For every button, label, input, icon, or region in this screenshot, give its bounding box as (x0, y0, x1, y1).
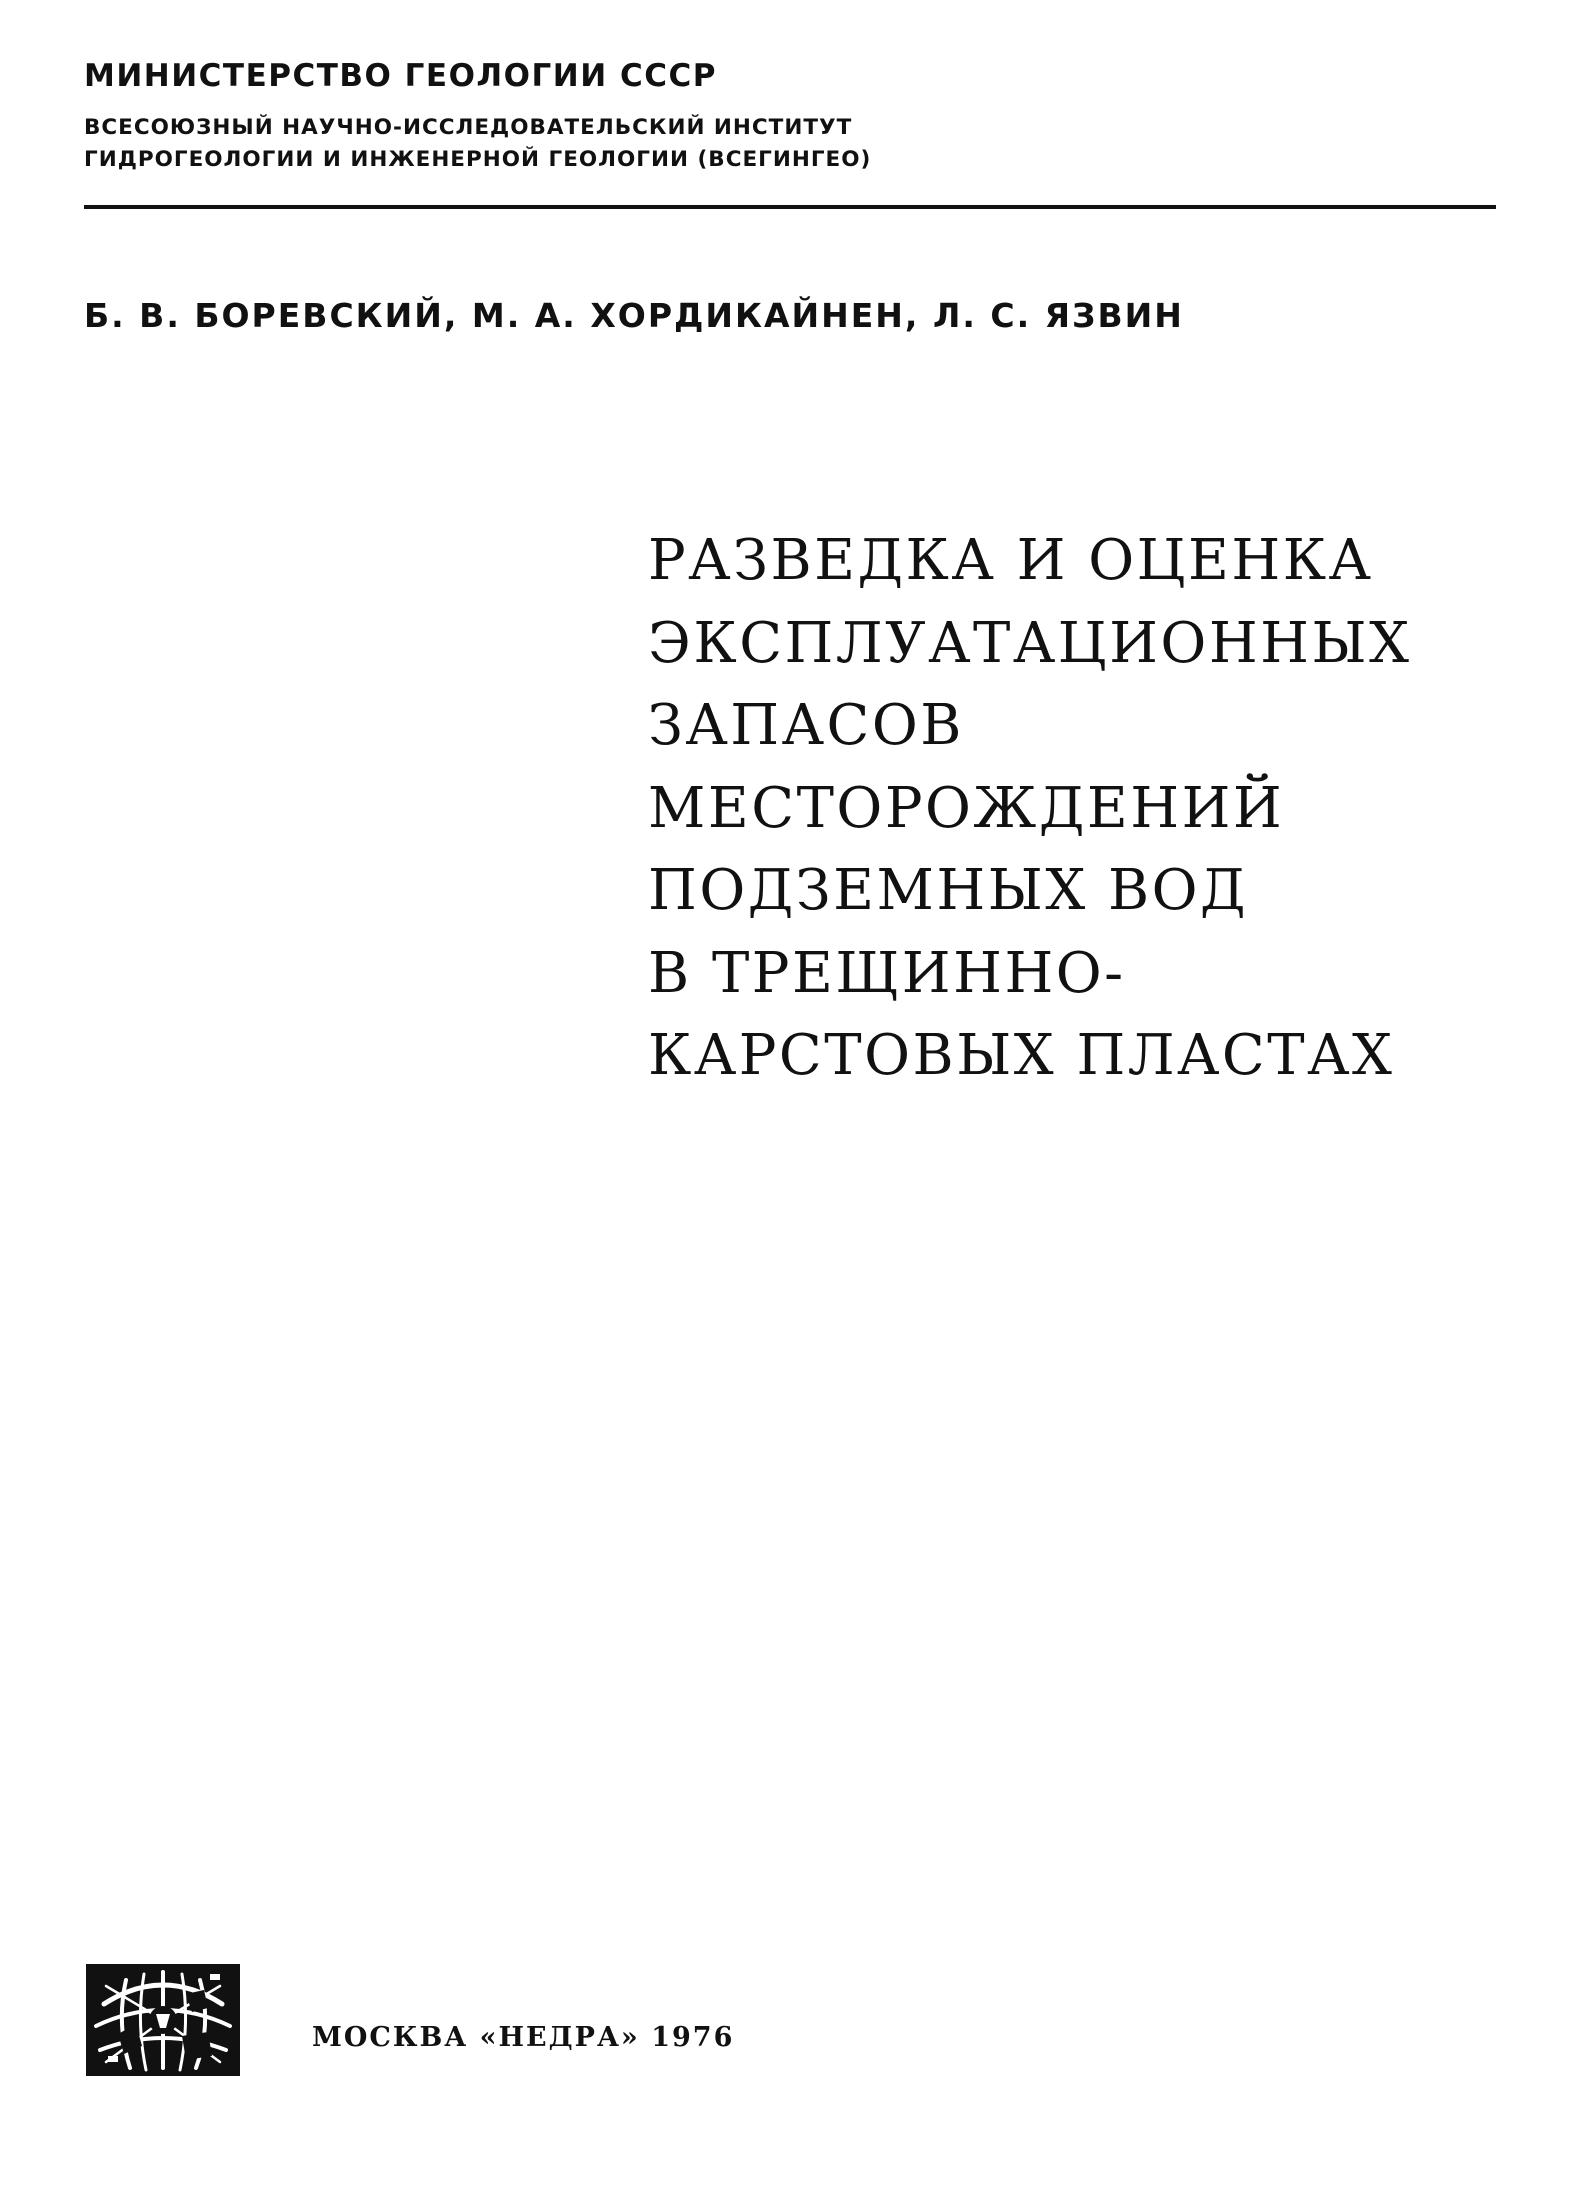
title-line: МЕСТОРОЖДЕНИЙ (648, 775, 1285, 841)
institute-name (84, 112, 871, 176)
publisher-imprint: МОСКВА «НЕДРА» 1976 (312, 2022, 735, 2053)
title-line: В ТРЕЩИННО- (648, 940, 1126, 1006)
title-line: ЗАПАСОВ (648, 693, 964, 758)
publisher-logo-icon (86, 1964, 240, 2076)
title-line: РАЗВЕДКА И ОЦЕНКА (648, 528, 1374, 593)
title-line: ПОДЗЕМНЫХ ВОД (648, 858, 1249, 923)
institute-line-1: ВСЕСОЮЗНЫЙ НАУЧНО-ИССЛЕДОВАТЕЛЬСКИЙ ИНСТИТУТ (84, 115, 853, 140)
header-divider (84, 205, 1496, 209)
ministry-name: МИНИСТЕРСТВО ГЕОЛОГИИ СССР (84, 58, 717, 94)
book-title (648, 520, 1411, 1098)
institute-line-2: ГИДРОГЕОЛОГИИ И ИНЖЕНЕРНОЙ ГЕОЛОГИИ (ВСЕГИНГЕО) (84, 147, 872, 172)
title-line: КАРСТОВЫХ ПЛАСТАХ (648, 1023, 1395, 1088)
title-line: ЭКСПЛУАТАЦИОННЫХ (648, 610, 1412, 676)
authors: Б. В. БОРЕВСКИЙ, М. А. ХОРДИКАЙНЕН, Л. С. ЯЗВИН (84, 296, 1184, 335)
